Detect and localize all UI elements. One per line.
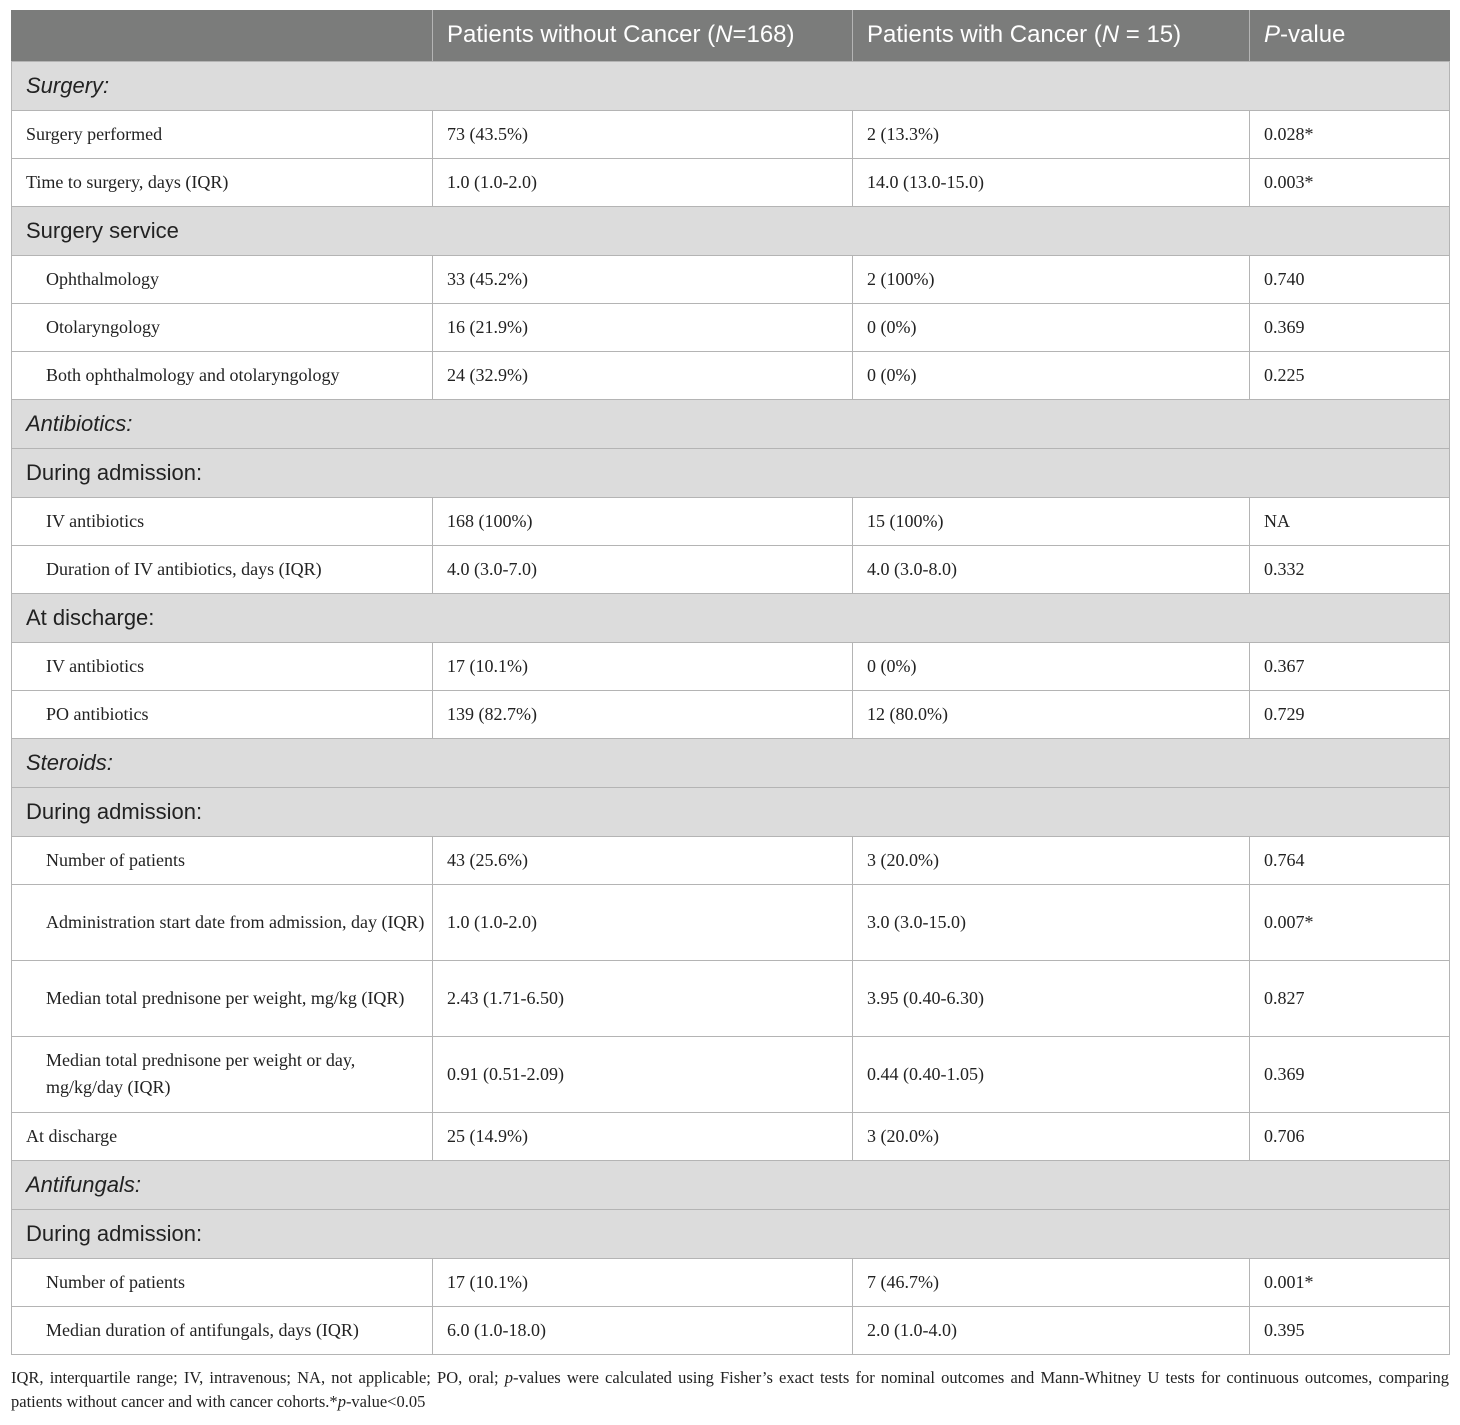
row-label-cell: Number of patients xyxy=(12,836,433,884)
header-cell-label xyxy=(12,10,433,61)
without-cancer-value-cell: 139 (82.7%) xyxy=(433,690,853,738)
table-row xyxy=(12,255,1450,303)
with-cancer-value-cell: 0 (0%) xyxy=(853,642,1250,690)
p-value-cell: 0.729 xyxy=(1250,690,1450,738)
header-cell-without-cancer: Patients without Cancer (N=168) xyxy=(433,10,853,61)
section-header-row xyxy=(12,448,1450,497)
table-footnote: IQR, interquartile range; IV, intravenous; NA, not applicable; PO, oral; p-values were calculated using Fisher’s exact tests for nominal outcomes and Mann-Whitney U tests for continuous outcomes, comparing patients without cancer and with cancer cohorts.*p-value<0.05 xyxy=(11,1368,1450,1411)
section-label: At discharge: xyxy=(12,593,1450,642)
results-table-container xyxy=(11,10,1449,1355)
table-row xyxy=(12,1112,1450,1160)
with-cancer-value-cell: 14.0 (13.0-15.0) xyxy=(853,158,1250,206)
row-label-cell: At discharge xyxy=(12,1112,433,1160)
without-cancer-value-cell: 168 (100%) xyxy=(433,497,853,545)
without-cancer-value-cell: 24 (32.9%) xyxy=(433,351,853,399)
row-label-cell: Number of patients xyxy=(12,1258,433,1306)
section-header-row xyxy=(12,787,1450,836)
section-label: Antibiotics: xyxy=(12,399,1450,448)
without-cancer-value-cell: 0.91 (0.51-2.09) xyxy=(433,1036,853,1112)
with-cancer-value-cell: 0 (0%) xyxy=(853,351,1250,399)
header-cell-with-cancer: Patients with Cancer (N = 15) xyxy=(853,10,1250,61)
row-label-cell: Otolaryngology xyxy=(12,303,433,351)
row-label-cell: IV antibiotics xyxy=(12,642,433,690)
row-label-cell: Ophthalmology xyxy=(12,255,433,303)
row-label-cell: Duration of IV antibiotics, days (IQR) xyxy=(12,545,433,593)
without-cancer-value-cell: 17 (10.1%) xyxy=(433,642,853,690)
p-value-cell: 0.395 xyxy=(1250,1306,1450,1354)
row-label-cell: Median total prednisone per weight, mg/kg (IQR) xyxy=(12,960,433,1036)
table-row xyxy=(12,158,1450,206)
table-row xyxy=(12,690,1450,738)
with-cancer-value-cell: 15 (100%) xyxy=(853,497,1250,545)
p-value-cell: 0.764 xyxy=(1250,836,1450,884)
section-label: During admission: xyxy=(12,787,1450,836)
without-cancer-value-cell: 25 (14.9%) xyxy=(433,1112,853,1160)
p-value-cell: 0.740 xyxy=(1250,255,1450,303)
table-row xyxy=(12,1258,1450,1306)
row-label-cell: IV antibiotics xyxy=(12,497,433,545)
row-label-cell: Both ophthalmology and otolaryngology xyxy=(12,351,433,399)
table-row xyxy=(12,303,1450,351)
section-label: During admission: xyxy=(12,1209,1450,1258)
row-label-cell: Administration start date from admission, day (IQR) xyxy=(12,884,433,960)
p-value-cell: 0.369 xyxy=(1250,1036,1450,1112)
p-value-cell: 0.369 xyxy=(1250,303,1450,351)
table-row xyxy=(12,960,1450,1036)
table-header-row xyxy=(12,10,1450,61)
section-label: During admission: xyxy=(12,448,1450,497)
without-cancer-value-cell: 16 (21.9%) xyxy=(433,303,853,351)
table-row xyxy=(12,351,1450,399)
table-row xyxy=(12,884,1450,960)
table-body xyxy=(12,61,1450,1354)
with-cancer-value-cell: 0 (0%) xyxy=(853,303,1250,351)
p-value-cell: 0.007* xyxy=(1250,884,1450,960)
with-cancer-value-cell: 2 (13.3%) xyxy=(853,110,1250,158)
with-cancer-value-cell: 4.0 (3.0-8.0) xyxy=(853,545,1250,593)
section-header-row xyxy=(12,593,1450,642)
table-row xyxy=(12,642,1450,690)
without-cancer-value-cell: 17 (10.1%) xyxy=(433,1258,853,1306)
without-cancer-value-cell: 2.43 (1.71-6.50) xyxy=(433,960,853,1036)
row-label-cell: Surgery performed xyxy=(12,110,433,158)
section-header-row xyxy=(12,399,1450,448)
table-row xyxy=(12,1036,1450,1112)
without-cancer-value-cell: 33 (45.2%) xyxy=(433,255,853,303)
with-cancer-value-cell: 0.44 (0.40-1.05) xyxy=(853,1036,1250,1112)
p-value-cell: 0.827 xyxy=(1250,960,1450,1036)
row-label-cell: Median total prednisone per weight or day, mg/kg/day (IQR) xyxy=(12,1036,433,1112)
with-cancer-value-cell: 3.95 (0.40-6.30) xyxy=(853,960,1250,1036)
section-header-row xyxy=(12,1160,1450,1209)
with-cancer-value-cell: 3 (20.0%) xyxy=(853,836,1250,884)
p-value-cell: 0.225 xyxy=(1250,351,1450,399)
outcomes-table xyxy=(11,10,1450,1355)
with-cancer-value-cell: 3.0 (3.0-15.0) xyxy=(853,884,1250,960)
without-cancer-value-cell: 73 (43.5%) xyxy=(433,110,853,158)
row-label-cell: Median duration of antifungals, days (IQR) xyxy=(12,1306,433,1354)
p-value-cell: 0.028* xyxy=(1250,110,1450,158)
without-cancer-value-cell: 4.0 (3.0-7.0) xyxy=(433,545,853,593)
p-value-cell: 0.003* xyxy=(1250,158,1450,206)
section-header-row xyxy=(12,738,1450,787)
with-cancer-value-cell: 2 (100%) xyxy=(853,255,1250,303)
row-label-cell: PO antibiotics xyxy=(12,690,433,738)
without-cancer-value-cell: 43 (25.6%) xyxy=(433,836,853,884)
with-cancer-value-cell: 7 (46.7%) xyxy=(853,1258,1250,1306)
section-header-row xyxy=(12,206,1450,255)
section-label: Steroids: xyxy=(12,738,1450,787)
with-cancer-value-cell: 12 (80.0%) xyxy=(853,690,1250,738)
without-cancer-value-cell: 1.0 (1.0-2.0) xyxy=(433,884,853,960)
table-row xyxy=(12,110,1450,158)
with-cancer-value-cell: 3 (20.0%) xyxy=(853,1112,1250,1160)
table-row xyxy=(12,545,1450,593)
section-header-row xyxy=(12,1209,1450,1258)
table-row xyxy=(12,1306,1450,1354)
row-label-cell: Time to surgery, days (IQR) xyxy=(12,158,433,206)
p-value-cell: NA xyxy=(1250,497,1450,545)
p-value-cell: 0.367 xyxy=(1250,642,1450,690)
section-header-row xyxy=(12,61,1450,110)
without-cancer-value-cell: 6.0 (1.0-18.0) xyxy=(433,1306,853,1354)
header-cell-p-value: P-value xyxy=(1250,10,1450,61)
p-value-cell: 0.332 xyxy=(1250,545,1450,593)
p-value-cell: 0.001* xyxy=(1250,1258,1450,1306)
section-label: Surgery service xyxy=(12,206,1450,255)
without-cancer-value-cell: 1.0 (1.0-2.0) xyxy=(433,158,853,206)
table-row xyxy=(12,497,1450,545)
with-cancer-value-cell: 2.0 (1.0-4.0) xyxy=(853,1306,1250,1354)
section-label: Antifungals: xyxy=(12,1160,1450,1209)
section-label: Surgery: xyxy=(12,61,1450,110)
table-row xyxy=(12,836,1450,884)
p-value-cell: 0.706 xyxy=(1250,1112,1450,1160)
